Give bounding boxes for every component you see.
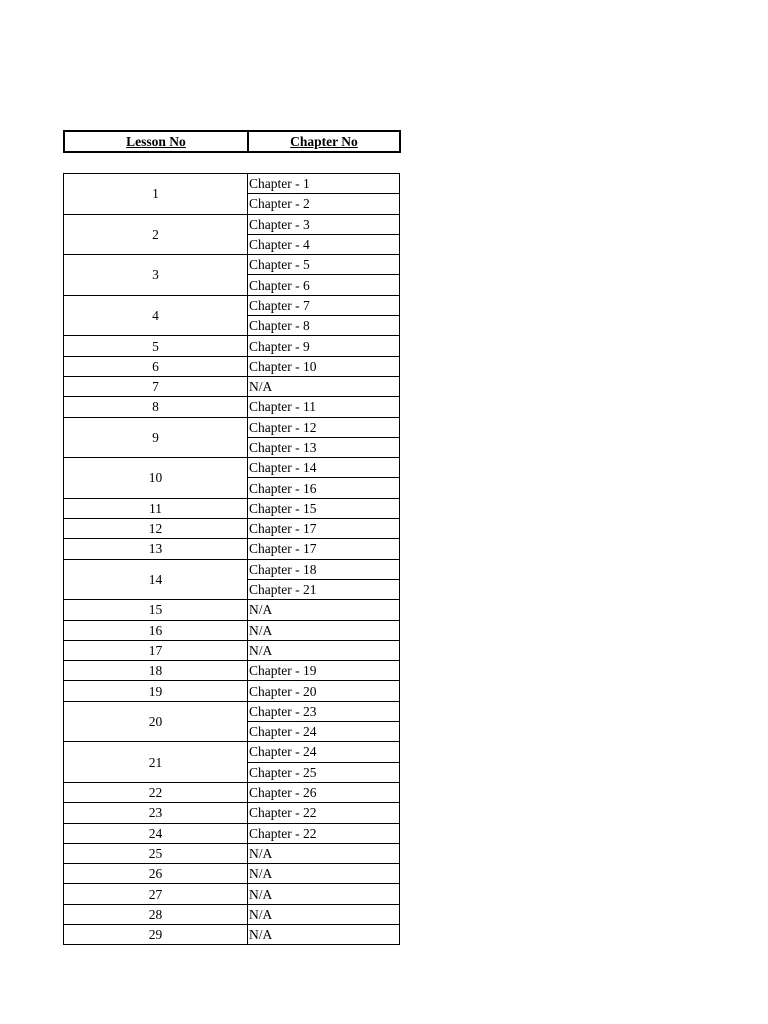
- lesson-number-cell: 2: [64, 214, 248, 255]
- lesson-no-header: Lesson No: [64, 131, 248, 152]
- chapter-cell: Chapter - 5: [248, 255, 400, 275]
- lesson-number-cell: 26: [64, 864, 248, 884]
- chapter-cell: Chapter - 1: [248, 174, 400, 194]
- chapter-cell: N/A: [248, 884, 400, 904]
- lesson-chapter-table: [63, 173, 400, 945]
- table-row: [64, 336, 400, 356]
- lesson-number-cell: 25: [64, 843, 248, 863]
- table-row: [64, 498, 400, 518]
- table-row: [64, 823, 400, 843]
- table-row: [64, 620, 400, 640]
- lesson-number-cell: 23: [64, 803, 248, 823]
- chapter-cell: Chapter - 18: [248, 559, 400, 579]
- chapter-cell: Chapter - 8: [248, 316, 400, 336]
- chapter-cell: N/A: [248, 843, 400, 863]
- lesson-number-cell: 17: [64, 640, 248, 660]
- table-row: [64, 600, 400, 620]
- table-row: [64, 356, 400, 376]
- chapter-cell: Chapter - 23: [248, 701, 400, 721]
- table-row: [64, 782, 400, 802]
- table-row: [64, 397, 400, 417]
- lesson-number-cell: 22: [64, 782, 248, 802]
- chapter-cell: Chapter - 6: [248, 275, 400, 295]
- chapter-cell: Chapter - 22: [248, 803, 400, 823]
- lesson-number-cell: 19: [64, 681, 248, 701]
- lesson-number-cell: 12: [64, 519, 248, 539]
- lesson-number-cell: 27: [64, 884, 248, 904]
- chapter-cell: N/A: [248, 924, 400, 944]
- chapter-cell: Chapter - 25: [248, 762, 400, 782]
- table-row: [64, 701, 400, 721]
- lesson-number-cell: 21: [64, 742, 248, 783]
- lesson-number-cell: 9: [64, 417, 248, 458]
- table-row: [64, 417, 400, 437]
- chapter-cell: Chapter - 14: [248, 458, 400, 478]
- table-row: [64, 295, 400, 315]
- chapter-cell: N/A: [248, 864, 400, 884]
- table-row: [64, 640, 400, 660]
- lesson-number-cell: 10: [64, 458, 248, 499]
- chapter-cell: Chapter - 15: [248, 498, 400, 518]
- table-row: [64, 681, 400, 701]
- chapter-cell: Chapter - 9: [248, 336, 400, 356]
- lesson-number-cell: 8: [64, 397, 248, 417]
- lesson-number-cell: 15: [64, 600, 248, 620]
- chapter-cell: N/A: [248, 620, 400, 640]
- lesson-number-cell: 6: [64, 356, 248, 376]
- table-row: [64, 864, 400, 884]
- lesson-number-cell: 16: [64, 620, 248, 640]
- lesson-number-cell: 1: [64, 174, 248, 215]
- table-row: [64, 458, 400, 478]
- lesson-number-cell: 5: [64, 336, 248, 356]
- chapter-cell: Chapter - 20: [248, 681, 400, 701]
- lesson-number-cell: 13: [64, 539, 248, 559]
- chapter-cell: Chapter - 11: [248, 397, 400, 417]
- table-row: [64, 376, 400, 396]
- lesson-number-cell: 7: [64, 376, 248, 396]
- table-row: [64, 559, 400, 579]
- lesson-number-cell: 20: [64, 701, 248, 742]
- chapter-cell: Chapter - 7: [248, 295, 400, 315]
- lesson-number-cell: 18: [64, 661, 248, 681]
- lesson-number-cell: 14: [64, 559, 248, 600]
- chapter-cell: Chapter - 17: [248, 519, 400, 539]
- chapter-cell: Chapter - 2: [248, 194, 400, 214]
- table-row: [64, 214, 400, 234]
- chapter-cell: Chapter - 17: [248, 539, 400, 559]
- chapter-cell: Chapter - 4: [248, 234, 400, 254]
- chapter-cell: Chapter - 26: [248, 782, 400, 802]
- lesson-number-cell: 3: [64, 255, 248, 296]
- chapter-cell: Chapter - 19: [248, 661, 400, 681]
- chapter-cell: Chapter - 22: [248, 823, 400, 843]
- table-row: [64, 519, 400, 539]
- chapter-cell: N/A: [248, 904, 400, 924]
- header-row: [64, 131, 400, 152]
- chapter-cell: Chapter - 12: [248, 417, 400, 437]
- lesson-number-cell: 29: [64, 924, 248, 944]
- table-row: [64, 884, 400, 904]
- lesson-number-cell: 24: [64, 823, 248, 843]
- chapter-no-header: Chapter No: [248, 131, 400, 152]
- table-row: [64, 843, 400, 863]
- chapter-cell: Chapter - 16: [248, 478, 400, 498]
- header-table: [63, 130, 401, 153]
- chapter-cell: Chapter - 21: [248, 579, 400, 599]
- chapter-cell: Chapter - 3: [248, 214, 400, 234]
- table-row: [64, 803, 400, 823]
- chapter-cell: N/A: [248, 600, 400, 620]
- chapter-cell: Chapter - 24: [248, 742, 400, 762]
- table-row: [64, 742, 400, 762]
- lesson-number-cell: 4: [64, 295, 248, 336]
- table-body: [64, 174, 400, 945]
- lesson-number-cell: 11: [64, 498, 248, 518]
- table-row: [64, 924, 400, 944]
- chapter-cell: N/A: [248, 640, 400, 660]
- chapter-cell: Chapter - 24: [248, 722, 400, 742]
- table-row: [64, 174, 400, 194]
- table-row: [64, 661, 400, 681]
- table-row: [64, 904, 400, 924]
- chapter-cell: Chapter - 10: [248, 356, 400, 376]
- table-row: [64, 255, 400, 275]
- chapter-cell: N/A: [248, 376, 400, 396]
- table-row: [64, 539, 400, 559]
- lesson-number-cell: 28: [64, 904, 248, 924]
- chapter-cell: Chapter - 13: [248, 437, 400, 457]
